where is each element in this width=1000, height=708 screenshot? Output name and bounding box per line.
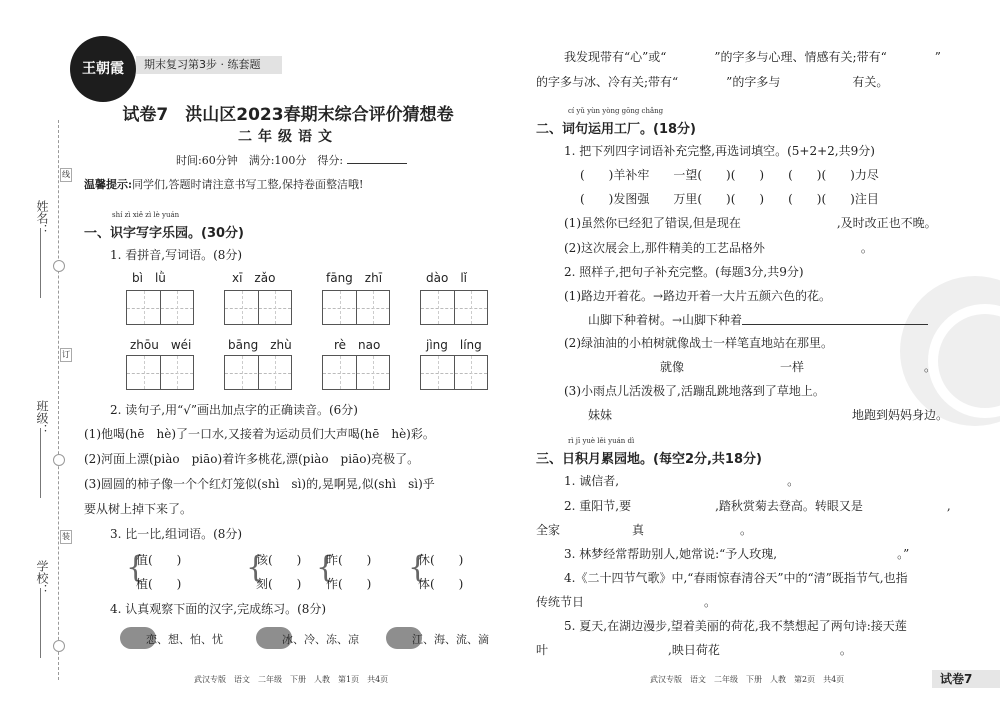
- pinyin-word: xī zǎo: [232, 271, 276, 285]
- char-group: 冰、冷、冻、凉: [282, 633, 359, 646]
- compare-word: 体( ): [418, 577, 464, 591]
- q1-text: 1. 看拼音,写词语。(8分): [110, 248, 243, 262]
- fill-line: (2)这次展会上,那件精美的工艺品格外 。: [564, 241, 873, 255]
- tip: [84, 176, 363, 192]
- compare-word: 休( ): [418, 553, 464, 567]
- compare-word: 昨( ): [326, 553, 372, 567]
- q2-line: (1)他喝(hē hè)了一口水,又接着为运动员们大声喝(hē hè)彩。: [84, 427, 435, 441]
- footer-right: 武汉专版 语文 二年级 下册 人教 第2页 共4页: [650, 675, 845, 684]
- section3-pinyin: rì jī yuè lěi yuán dì: [568, 437, 635, 445]
- score-blank: [347, 163, 407, 164]
- binding-hole: [53, 454, 65, 466]
- footer-left: 武汉专版 语文 二年级 下册 人教 第1页 共4页: [194, 675, 389, 684]
- s2q2-text: 2. 照样子,把句子补充完整。(每题3分,共9分): [564, 265, 804, 279]
- step-banner: 期末复习第3步 · 练套题: [136, 56, 282, 74]
- s3-line: 5. 夏天,在湖边漫步,望着美丽的荷花,我不禁想起了两句诗:接天莲: [564, 619, 907, 633]
- s3-line: 叶 ,映日荷花 。: [536, 643, 852, 657]
- s3-line: 3. 林梦经常帮助别人,她常说:“予人玫瑰, 。”: [564, 547, 910, 561]
- page-tag: 试卷7: [932, 670, 1000, 688]
- answer-line[interactable]: [742, 324, 928, 325]
- writing-grid[interactable]: [224, 290, 292, 325]
- idiom-row: ( )发图强 万里( )( ) ( )( )注目: [580, 192, 879, 206]
- writing-grid[interactable]: [420, 355, 488, 390]
- school-label: 学校：: [35, 560, 49, 596]
- class-label: 班级：: [35, 400, 49, 436]
- binding-mark: 装: [60, 530, 72, 544]
- q2-line: 要从树上掉下来了。: [84, 502, 193, 516]
- q4-text: 4. 认真观察下面的汉字,完成练习。(8分): [110, 602, 327, 616]
- fill-line: (1)虽然你已经犯了错误,但是现在 ,及时改正也不晚。: [564, 216, 937, 230]
- pinyin-word: bì lǜ: [132, 271, 166, 285]
- example-line: 就像 一样 。: [564, 360, 937, 374]
- binding-hole: [53, 640, 65, 652]
- name-label: 姓名：: [35, 200, 49, 236]
- brace: {: [408, 550, 428, 585]
- s3-line: 1. 诚信者, 。: [564, 474, 800, 488]
- compare-word: 作( ): [326, 577, 372, 591]
- example-line: 山脚下种着树。→山脚下种着: [564, 313, 743, 327]
- section1-heading: 一、识字写字乐园。(30分): [84, 226, 244, 241]
- pinyin-word: bāng zhù: [228, 338, 292, 352]
- brace: {: [246, 550, 266, 585]
- q2-line: (3)圆圆的柿子像一个个红灯笼似(shì sì)的,晃啊晃,似(shì sì)乎: [84, 477, 435, 491]
- exam-meta-text: 时间:60分钟 满分:100分 得分:: [176, 154, 344, 167]
- exam-meta: [176, 152, 407, 168]
- compare-word: 刻( ): [256, 577, 302, 591]
- binding-mark: 订: [60, 348, 72, 362]
- page-title: 试卷7 洪山区2023春期末综合评价猜想卷: [122, 105, 454, 125]
- pinyin-word: rè nao: [334, 338, 381, 352]
- writing-grid[interactable]: [322, 290, 390, 325]
- name-blank: [40, 228, 41, 298]
- s3-line: 4.《二十四节气歌》中,“春雨惊春清谷天”中的“清”既指节气,也指: [564, 571, 908, 585]
- class-blank: [40, 428, 41, 498]
- char-group: 恋、想、怕、忧: [146, 633, 223, 646]
- q2-text: 2. 读句子,用“√”画出加点字的正确读音。(6分): [110, 403, 358, 417]
- compare-word: 植( ): [136, 577, 182, 591]
- school-blank: [40, 588, 41, 658]
- pinyin-word: jìng líng: [426, 338, 482, 352]
- writing-grid[interactable]: [420, 290, 488, 325]
- q2-line: (2)河面上漂(piào piāo)着许多桃花,漂(piào piāo)亮极了。: [84, 452, 420, 466]
- writing-grid[interactable]: [224, 355, 292, 390]
- writing-grid[interactable]: [126, 355, 194, 390]
- section3-heading: 三、日积月累园地。(每空2分,共18分): [536, 452, 762, 467]
- binding-dashed-line: [58, 120, 59, 680]
- binding-mark: 线: [60, 168, 72, 182]
- s3-line: 全家 真 。: [536, 523, 753, 537]
- pinyin-word: zhōu wéi: [130, 338, 192, 352]
- pinyin-word: dào lǐ: [426, 271, 467, 285]
- publisher-logo: 王朝霞: [70, 36, 136, 102]
- binding-hole: [53, 260, 65, 272]
- intro-line: 我发现带有“心”或“ ”的字多与心理、情感有关;带有“ ”: [564, 50, 941, 64]
- intro-line: 的字多与冰、冷有关;带有“ ”的字多与 有关。: [536, 75, 889, 89]
- section2-pinyin: cí yǔ yùn yòng gōng chǎng: [568, 107, 664, 115]
- writing-grid[interactable]: [126, 290, 194, 325]
- brace: {: [316, 550, 336, 585]
- s2q1-text: 1. 把下列四字词语补充完整,再选词填空。(5+2+2,共9分): [564, 144, 875, 158]
- compare-word: 值( ): [136, 553, 182, 567]
- tip-text: 同学们,答题时请注意书写工整,保持卷面整洁哦!: [132, 178, 364, 191]
- example-line: 妹妹 地跑到妈妈身边。: [564, 408, 949, 422]
- s3-line: 2. 重阳节,要 ,踏秋赏菊去登高。转眼又是 ,: [564, 499, 951, 513]
- page-subtitle: 二年级语文: [238, 129, 338, 145]
- brace: {: [126, 550, 146, 585]
- pinyin-word: fāng zhī: [326, 271, 383, 285]
- s3-line: 传统节日 。: [536, 595, 717, 609]
- writing-grid[interactable]: [322, 355, 390, 390]
- compare-word: 该( ): [256, 553, 302, 567]
- char-group: 江、海、流、滴: [412, 633, 489, 646]
- q3-text: 3. 比一比,组词语。(8分): [110, 527, 243, 541]
- idiom-row: ( )羊补牢 一望( )( ) ( )( )力尽: [580, 168, 879, 182]
- example-line: (1)路边开着花。→路边开着一大片五颜六色的花。: [564, 289, 832, 303]
- section2-heading: 二、词句运用工厂。(18分): [536, 122, 696, 137]
- section1-pinyin: shí zì xiě zì lè yuán: [112, 211, 180, 219]
- example-line: (2)绿油油的小柏树就像战士一样笔直地站在那里。: [564, 336, 833, 350]
- tip-label: 温馨提示:: [84, 178, 133, 191]
- example-line: (3)小雨点儿活泼极了,活蹦乱跳地落到了草地上。: [564, 384, 825, 398]
